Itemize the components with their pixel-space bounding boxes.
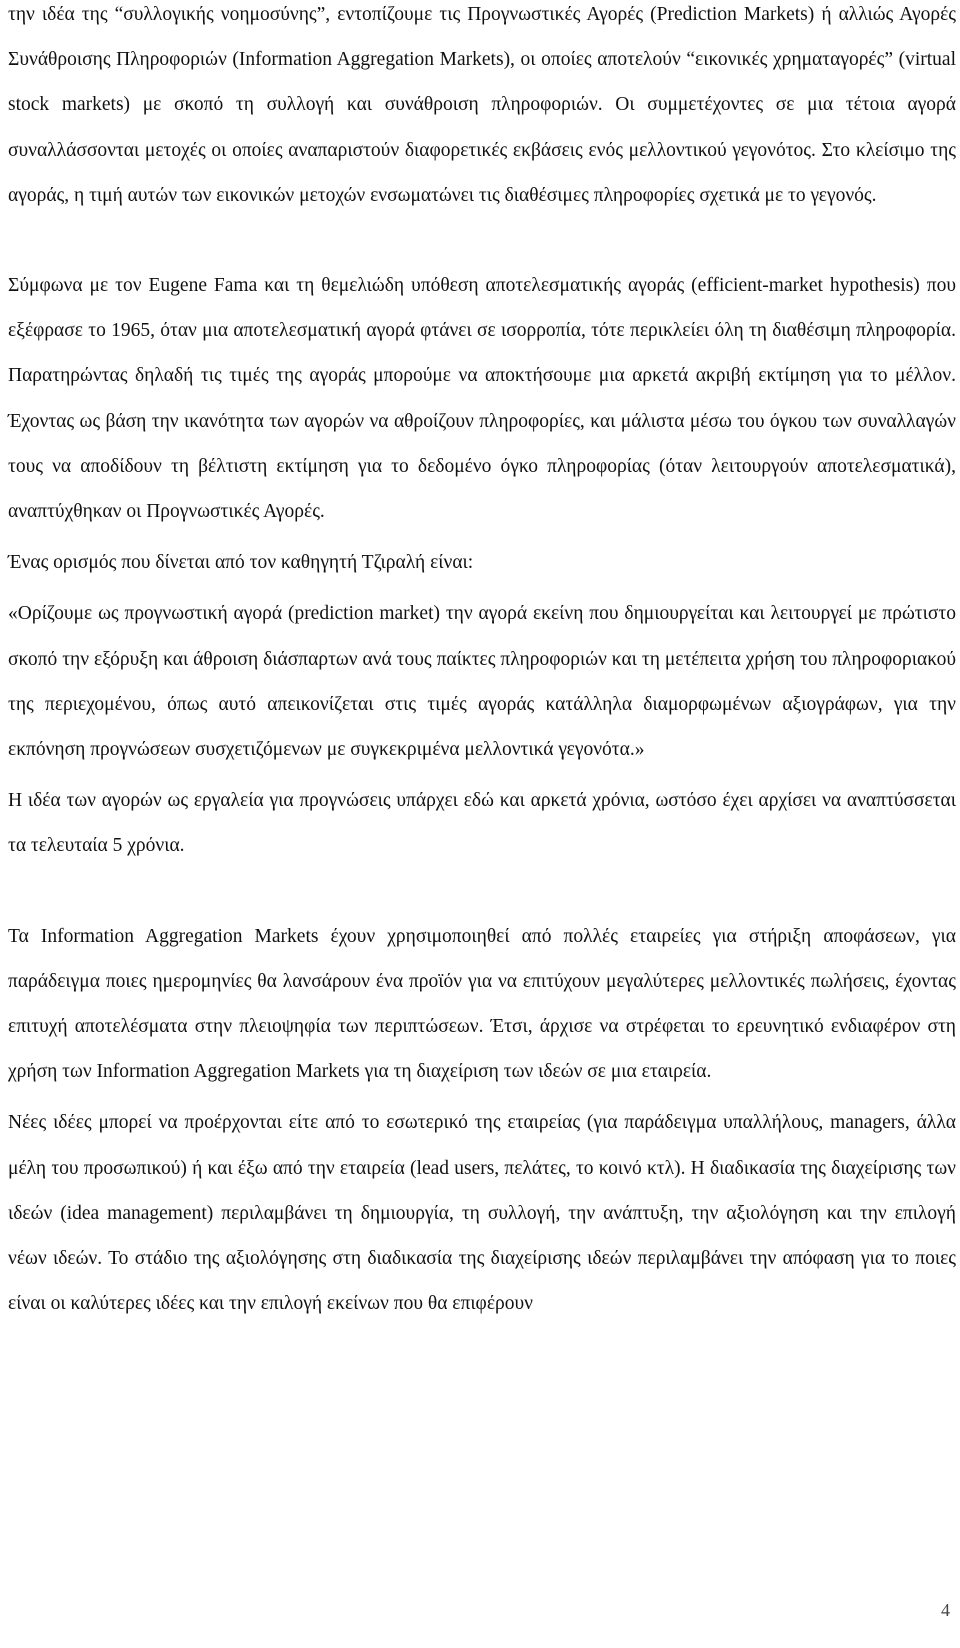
paragraph-efficient-market-hypothesis: Σύμφωνα με τον Eugene Fama και τη θεμελιώδη υπόθεση αποτελεσματικής αγοράς (efficient-market hypothesis) που εξέφρασε το 1965, όταν μια αποτελεσματική αγορά φτάνει σε ισορροπία, τότε περικλείει όλη τη διαθέσιμη πληροφορία. Παρατηρώντας δηλαδή τις τιμές της αγοράς μπορούμε να αποκτήσουμε μια αρκετά ακριβή εκτίμηση για το μέλλον. Έχοντας ως βάση την ικανότητα των αγορών να αθροίζουν πληροφορίες, και μάλιστα μέσω του όγκου των συναλλαγών τους να αποδίδουν τη βέλτιστη εκτίμηση για το δεδομένο όγκο πληροφορίας (όταν λειτουργούν αποτελεσματικά), αναπτύχθηκαν οι Προγνωστικές Αγορές. <box>8 275 956 523</box>
paragraph-definition-intro: Ένας ορισμός που δίνεται από τον καθηγητή Τζιραλή είναι: <box>8 552 474 574</box>
document-page <box>8 0 956 1648</box>
paragraph-market-history: Η ιδέα των αγορών ως εργαλεία για προγνώσεις υπάρχει εδώ και αρκετά χρόνια, ωστόσο έχει αρχίσει να αναπτύσσεται τα τελευταία 5 χρόνια. <box>8 790 956 857</box>
paragraph-idea-management: Νέες ιδέες μπορεί να προέρχονται είτε από το εσωτερικό της εταιρείας (για παράδειγμα υπαλλήλους, managers, άλλα μέλη του προσωπικού) ή και έξω από την εταιρεία (lead users, πελάτες, το κοινό κτλ). Η διαδικασία της διαχείρισης των ιδεών (idea management) περιλαμβάνει τη δημιουργία, τη συλλογή, την ανάπτυξη, την αξιολόγηση και την επιλογή νέων ιδεών. Το στάδιο της αξιολόγησης στη διαδικασία της διαχείρισης ιδεών περιλαμβάνει την απόφαση για το ποιες είναι οι καλύτερες ιδέες και την επιλογή εκείνων που θα επιφέρουν <box>8 1112 956 1315</box>
paragraph-prediction-markets-intro: την ιδέα της “συλλογικής νοημοσύνης”, εντοπίζουμε τις Προγνωστικές Αγορές (Prediction Markets) ή αλλιώς Αγορές Συνάθροισης Πληροφοριών (Information Aggregation Markets), οι οποίες αποτελούν “εικονικές χρηματαγορές” (virtual stock markets) με σκοπό τη συλλογή και συνάθροιση πληροφοριών. Οι συμμετέχοντες σε μια τέτοια αγορά συναλλάσσονται μετοχές οι οποίες αναπαριστούν διαφορετικές εκβάσεις ενός μελλοντικού γεγονότος. Στο κλείσιμο της αγοράς, η τιμή αυτών των εικονικών μετοχών ενσωματώνει τις διαθέσιμες πληροφορίες σχετικά με το γεγονός. <box>8 4 956 206</box>
paragraph-information-aggregation-markets: Τα Information Aggregation Markets έχουν χρησιμοποιηθεί από πολλές εταιρείες για στήριξη αποφάσεων, για παράδειγμα ποιες ημερομηνίες θα λανσάρουν ένα προϊόν για να επιτύχουν μεγαλύτερες μελλοντικές πωλήσεις, έχοντας επιτυχή αποτελέσματα στην πλειοψηφία των περιπτώσεων. Έτσι, άρχισε να στρέφεται το ερευνητικό ενδιαφέρον στη χρήση των Information Aggregation Markets για τη διαχείριση των ιδεών σε μια εταιρεία. <box>8 925 956 1083</box>
paragraph-definition-quote: «Ορίζουμε ως προγνωστική αγορά (prediction market) την αγορά εκείνη που δημιουργείται και λειτουργεί με πρώτιστο σκοπό την εξόρυξη και άθροιση διάσπαρτων ανά τους παίκτες πληροφοριών και τη μετέπειτα χρήση του πληροφοριακού της περιεχομένου, όπως αυτό απεικονίζεται στις τιμές αγοράς κατάλληλα διαμορφωμένων αξιογράφων, για την εκπόνηση προγνώσεων συσχετιζόμενων με συγκεκριμένα μελλοντικά γεγονότα.» <box>8 603 956 761</box>
page-number: 4 <box>941 1600 950 1620</box>
